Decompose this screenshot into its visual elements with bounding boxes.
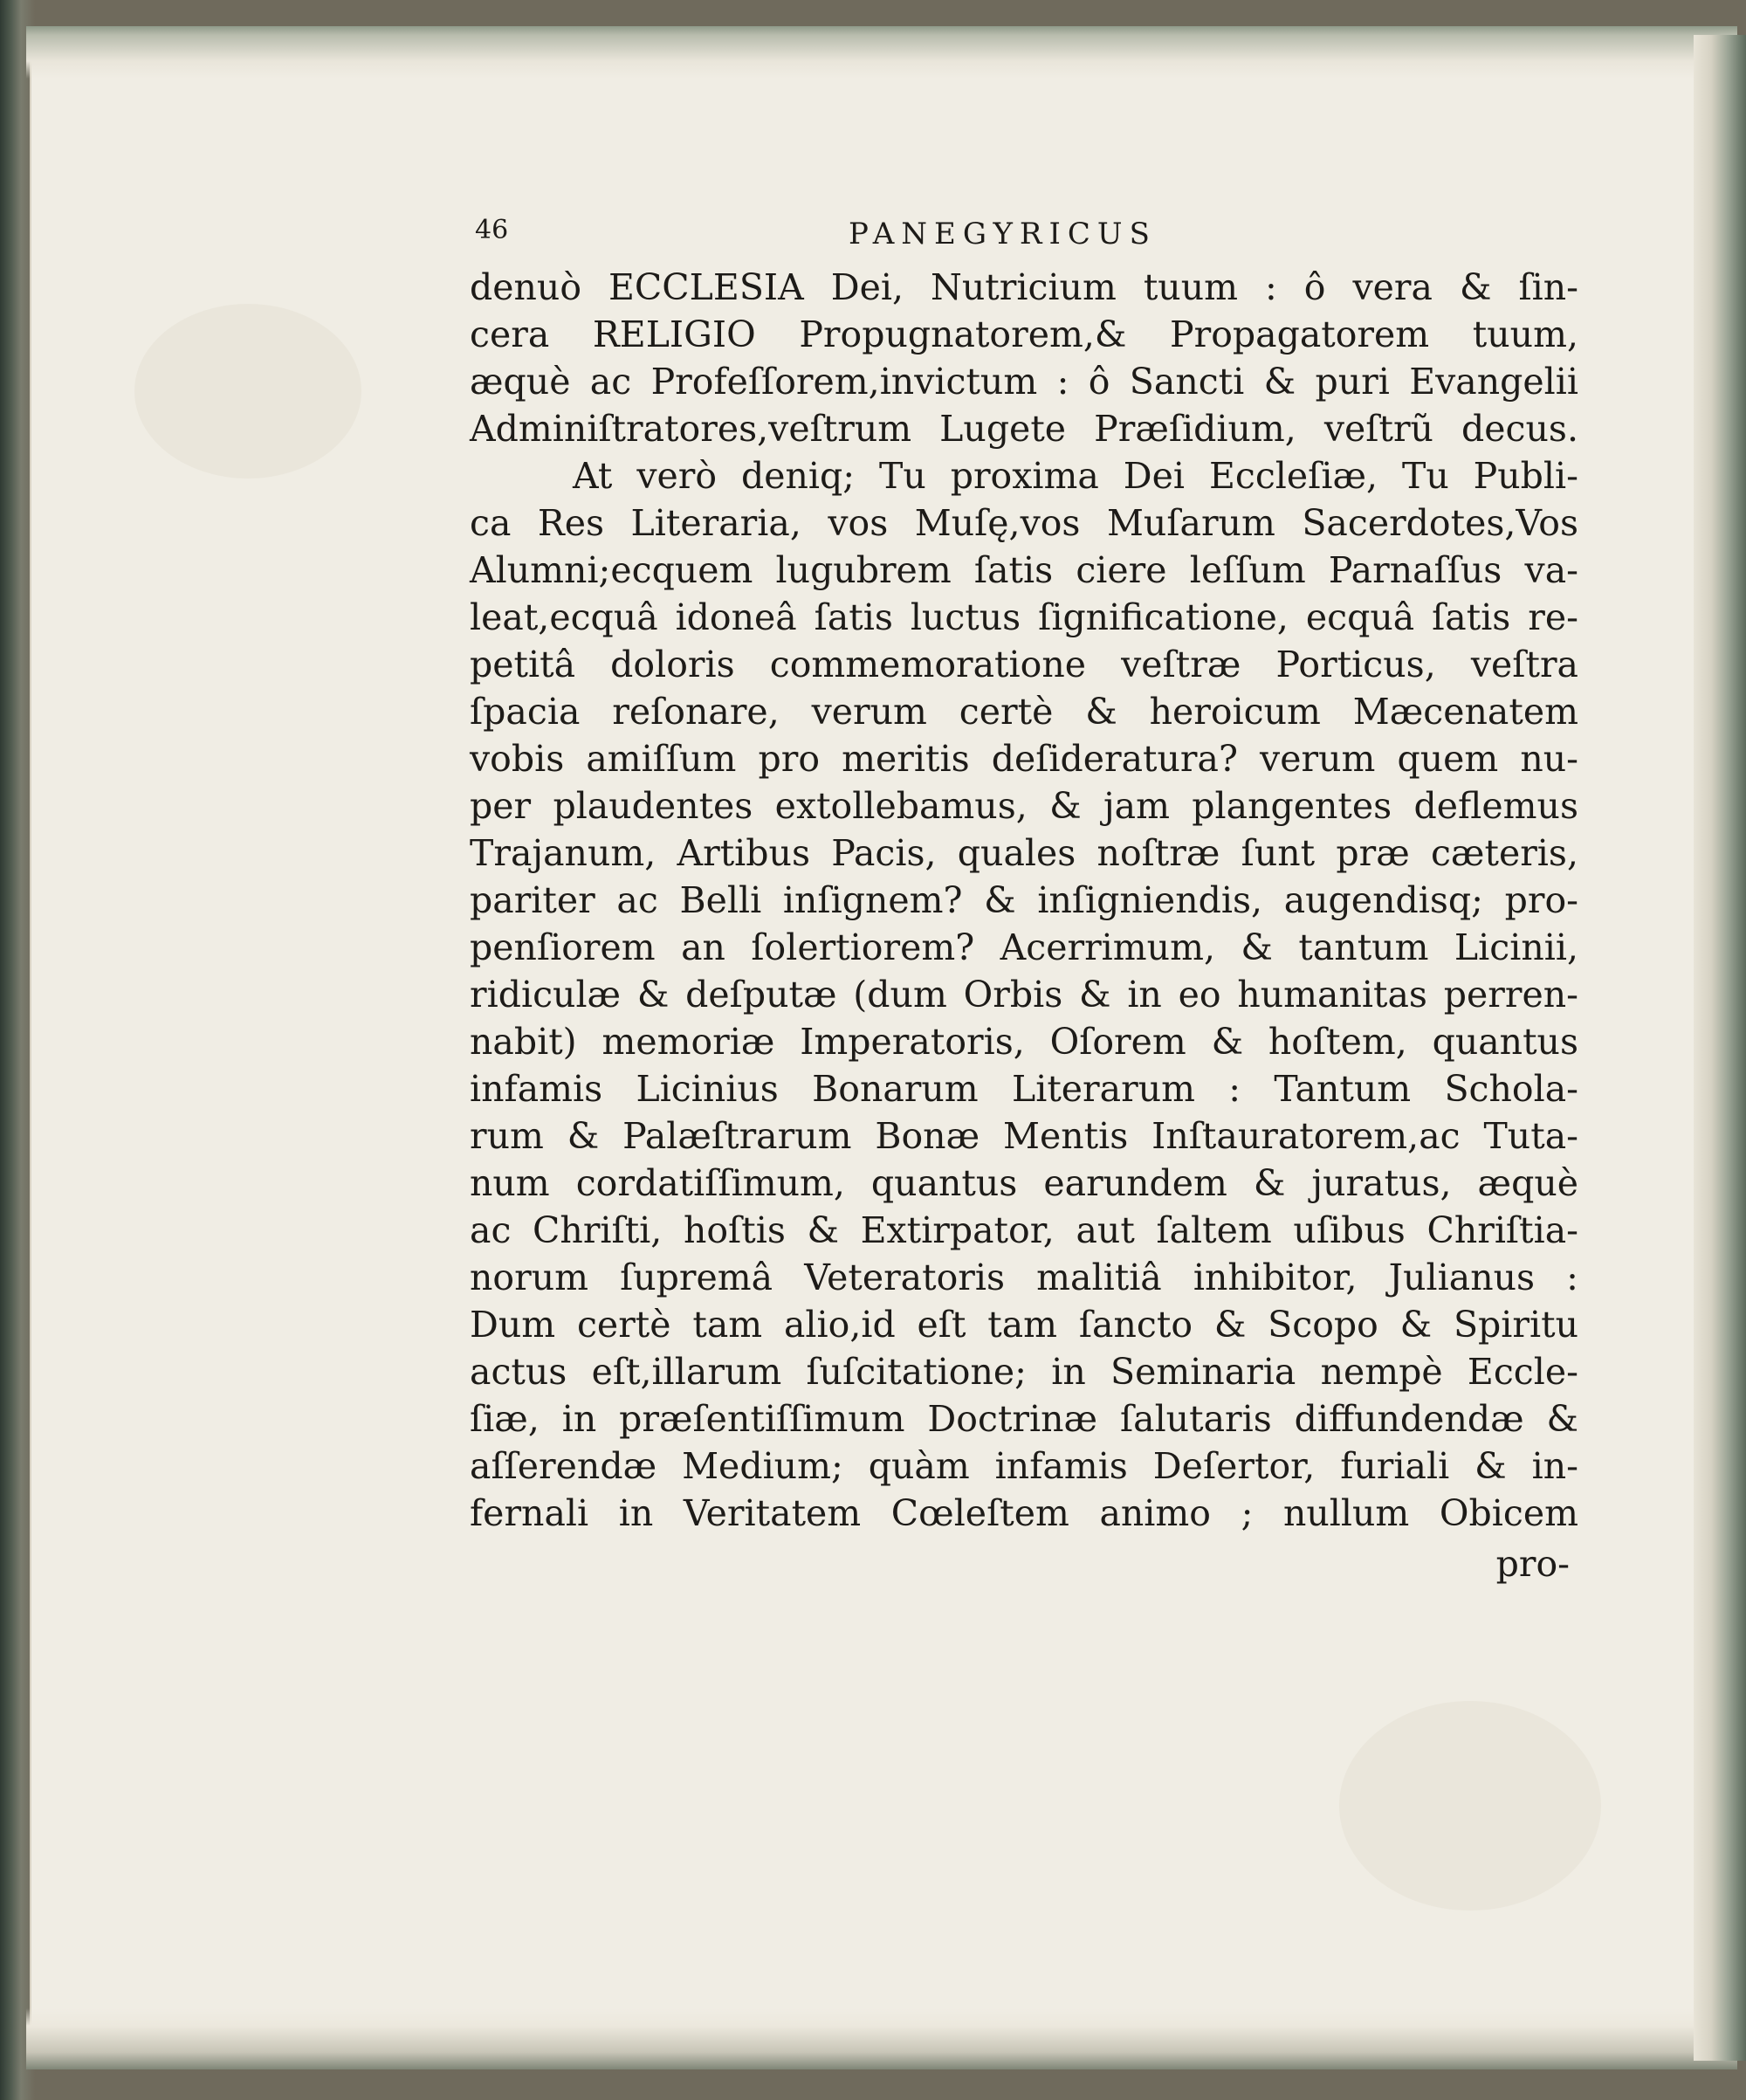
text-line: ſpacia reſonare, verum certè & heroicum Mæcenatem (470, 691, 1578, 733)
text-line: per plaudentes extollebamus, & jam plangentes deflemus (470, 785, 1578, 827)
text-line: Trajanum, Artibus Pacis, quales noſtræ ſunt præ cæteris, (470, 832, 1578, 874)
text-line: nabit) memoriæ Imperatoris, Oſorem & hoſtem, quantus (470, 1021, 1578, 1063)
text-line: num cordatiſſimum, quantus earundem & juratus, æquè (470, 1162, 1578, 1204)
text-line: aſſerendæ Medium; quàm infamis Deſertor, furiali & in- (470, 1445, 1578, 1487)
text-line: Adminiſtratores,veſtrum Lugete Præſidium, veſtrũ decus. (470, 408, 1578, 450)
text-line: norum ſupremâ Veteratoris malitiâ inhibitor, Julianus : (470, 1257, 1578, 1298)
text-line: penſiorem an ſolertiorem? Acerrimum, & tantum Licinii, (470, 926, 1578, 968)
text-line: rum & Palæſtrarum Bonæ Mentis Inſtauratorem,ac Tuta- (470, 1115, 1578, 1157)
running-title: PANEGYRICUS (849, 217, 1157, 251)
page-gutter (1694, 35, 1746, 2061)
text-line: Dum certè tam alio,id eſt tam ſancto & Scopo & Spiritu (470, 1304, 1578, 1346)
text-line: pariter ac Belli inſignem? & inſigniendis, augendisq; pro- (470, 879, 1578, 921)
paper-stain (1339, 1701, 1601, 1911)
paper-stain (134, 304, 361, 479)
text-line: ac Chriſti, hoſtis & Extirpator, aut ſaltem uſibus Chriſtia- (470, 1209, 1578, 1251)
text-line: infamis Licinius Bonarum Literarum : Tantum Schola- (470, 1068, 1578, 1110)
running-head (470, 213, 1578, 264)
page-number: 46 (475, 215, 509, 245)
text-line: ca Res Literaria, vos Muſę,vos Muſarum Sacerdotes,Vos (470, 502, 1578, 544)
text-block (470, 213, 1578, 1587)
text-line: ridiculæ & deſputæ (dum Orbis & in eo humanitas perren- (470, 974, 1578, 1016)
text-line: Alumni;ecquem lugubrem ſatis ciere leſſum Parnaſſus va- (470, 549, 1578, 591)
text-line: ſiæ, in præſentiſſimum Doctrinæ ſalutaris diffundendæ & (470, 1398, 1578, 1440)
catchword: pro- (1495, 1543, 1570, 1585)
text-line: petitâ doloris commemoratione veſtræ Porticus, veſtra (470, 644, 1578, 685)
page-bottom-edge (26, 2008, 1737, 2069)
text-line: leat,ecquâ idoneâ ſatis luctus ſignificatione, ecquâ ſatis re- (470, 596, 1578, 638)
text-line: actus eſt,illarum ſuſcitatione; in Seminaria nempè Eccle- (470, 1351, 1578, 1393)
text-line: cera RELIGIO Propugnatorem,& Propagatorem tuum, (470, 313, 1578, 355)
paragraph-start-line: At verò deniq; Tu proxima Dei Eccleſiæ, Tu Publi- (573, 455, 1578, 497)
page-top-edge (26, 26, 1737, 79)
text-line: fernali in Veritatem Cœleſtem animo ; nullum Obicem (470, 1492, 1578, 1534)
text-line: denuò ECCLESIA Dei, Nutricium tuum : ô vera & ſin- (470, 266, 1578, 308)
text-line: vobis amiſſum pro meritis deſideratura? verum quem nu- (470, 738, 1578, 780)
text-line: æquè ac Profeſſorem,invictum : ô Sancti & puri Evangelii (470, 361, 1578, 403)
